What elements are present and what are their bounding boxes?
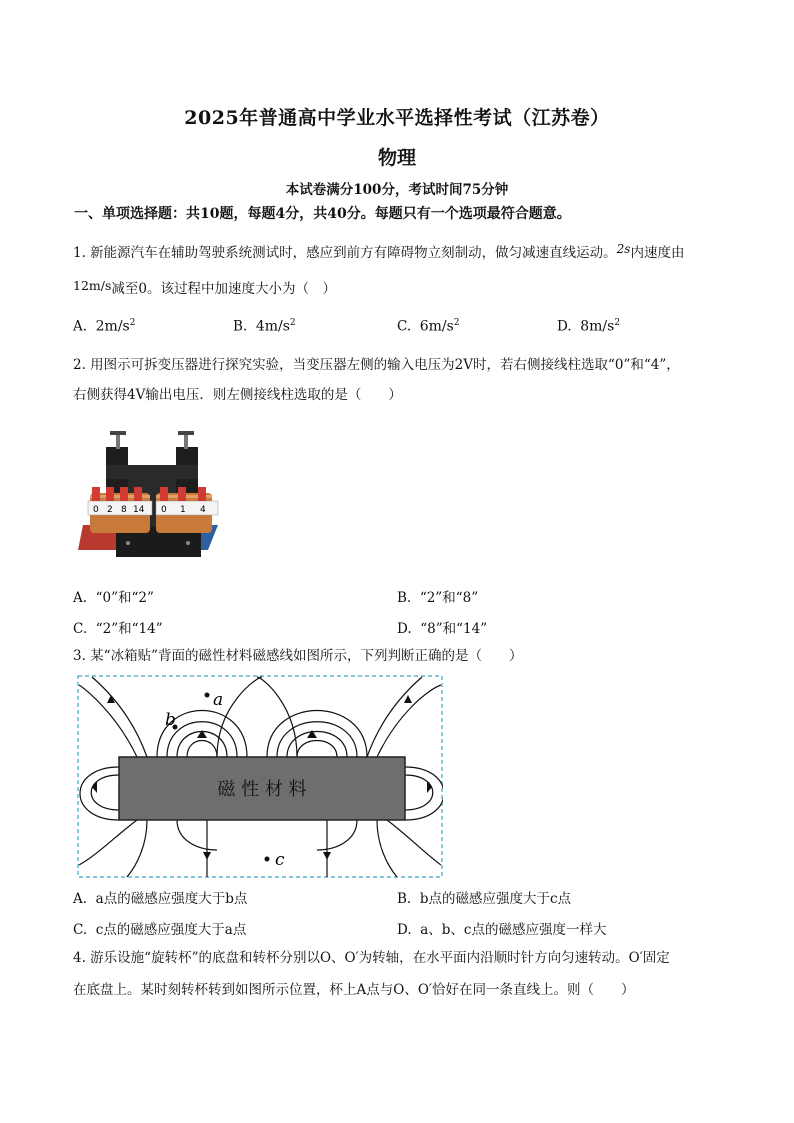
point-c: c bbox=[275, 850, 285, 870]
question-2-line2: 右侧获得4V输出电压．则左侧接线柱选取的是（ ） bbox=[73, 387, 402, 403]
section-heading: 一、单项选择题：共10题，每题4分，共40分。每题只有一个选项最符合题意。 bbox=[74, 206, 571, 222]
q1-text: 1. 新能源汽车在辅助驾驶系统测试时，感应到前方有障碍物立刻制动，做匀减速直线运动。 bbox=[73, 245, 617, 261]
terminal-right-4: 4 bbox=[200, 505, 206, 515]
question-4: 4. 游乐设施“旋转杯”的底盘和转杯分别以O、O′为转轴，在水平面内沿顺时针方向匀速转动。O′固定 bbox=[73, 950, 670, 966]
q1-option-a[interactable]: A. $2m/s^2$ bbox=[73, 318, 136, 335]
q2-option-b[interactable]: B. “2”和“8” bbox=[397, 590, 479, 606]
q2-option-a[interactable]: A. “0”和“2” bbox=[73, 590, 154, 606]
question-3: 3. 某“冰箱贴”背面的磁性材料磁感线如图所示，下列判断正确的是（ ） bbox=[73, 648, 523, 664]
magnet-label: 磁 性 材 料 bbox=[217, 779, 307, 800]
point-b: b bbox=[165, 710, 176, 730]
q3-option-b[interactable]: B. b点的磁感应强度大于c点 bbox=[397, 891, 572, 907]
q2-option-d[interactable]: D. “8”和“14” bbox=[397, 621, 488, 637]
terminal-left-8: 8 bbox=[121, 505, 127, 515]
q3-option-d[interactable]: D. a、b、c点的磁感应强度一样大 bbox=[397, 922, 607, 938]
point-a: a bbox=[213, 690, 224, 710]
q2-option-c[interactable]: C. “2”和“14” bbox=[73, 621, 163, 637]
q3-option-a[interactable]: A. a点的磁感应强度大于b点 bbox=[73, 891, 248, 907]
transformer-figure bbox=[78, 425, 228, 567]
q1-option-d[interactable]: D. $8m/s^2$ bbox=[557, 318, 621, 335]
question-4-line2: 在底盘上。某时刻转杯转到如图所示位置，杯上A点与O、O′恰好在同一条直线上。则（ ） bbox=[73, 982, 635, 998]
subject-title: 物理 bbox=[377, 147, 416, 169]
q1-option-b[interactable]: B. $4m/s^2$ bbox=[233, 318, 296, 335]
question-1-line2 bbox=[73, 272, 733, 303]
q3-option-c[interactable]: C. c点的磁感应强度大于a点 bbox=[73, 922, 247, 938]
terminal-left-2: 2 bbox=[107, 505, 113, 515]
q1-text-tail: 内速度由 bbox=[630, 245, 685, 261]
terminal-right-0: 0 bbox=[161, 505, 167, 515]
q1-speed: 12m/s bbox=[73, 278, 112, 293]
page-title: 2025年普通高中学业水平选择性考试（江苏卷） bbox=[184, 107, 610, 129]
question-1 bbox=[73, 235, 733, 267]
terminal-left-14: 14 bbox=[133, 505, 145, 515]
terminal-right-1: 1 bbox=[180, 505, 186, 515]
question-2: 2. 用图示可拆变压器进行探究实验，当变压器左侧的输入电压为2V时，若右侧接线柱选取“0”和“4”， bbox=[73, 357, 680, 373]
q1-option-c[interactable]: C. $6m/s^2$ bbox=[397, 318, 460, 335]
terminal-left-0: 0 bbox=[93, 505, 99, 515]
exam-meta: 本试卷满分100分，考试时间75分钟 bbox=[285, 182, 509, 198]
q1-time: 2s bbox=[616, 242, 631, 256]
magnetic-field-figure bbox=[77, 675, 443, 878]
q1-text2: 减至0。该过程中加速度大小为（ ） bbox=[111, 281, 336, 297]
